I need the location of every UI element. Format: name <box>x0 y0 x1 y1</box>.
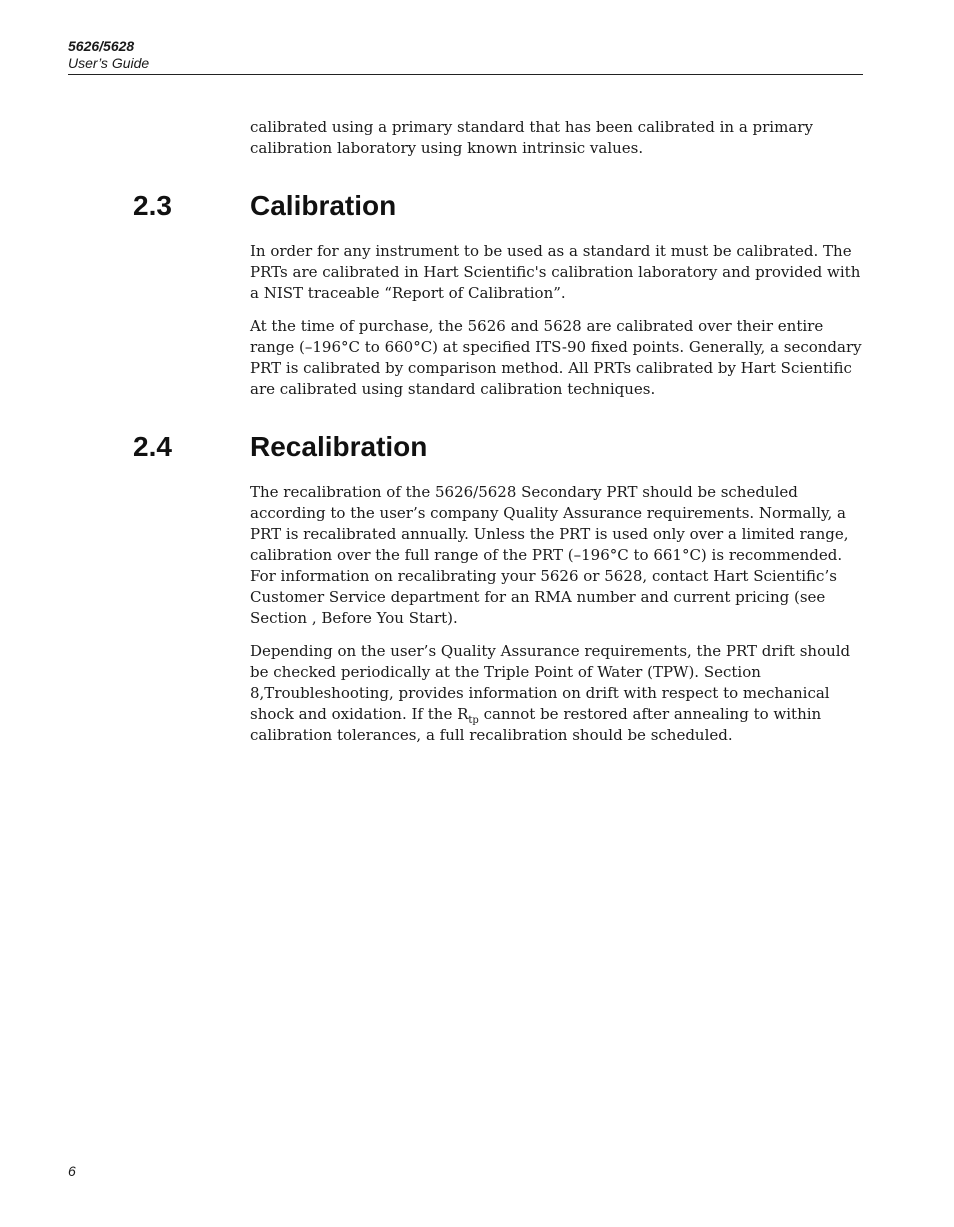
subscript-tp: tp <box>468 715 479 726</box>
paragraph-text: cannot be restored after annealing to within calibration tolerances, a full recalibration should be scheduled. <box>250 705 822 744</box>
body-paragraph: In order for any instrument to be used as a standard it must be calibrated. The PRTs are calibrated in Hart Scientific's calibration laboratory and provided with a NIST traceable “Report of Calibration”. <box>250 242 861 302</box>
section-title: Recalibration <box>250 431 428 462</box>
section-recalibration <box>0 430 954 746</box>
section-number: 2.4 <box>133 431 172 462</box>
section-heading <box>0 189 954 229</box>
body-paragraph: The recalibration of the 5626/5628 Secondary PRT should be scheduled according to the user’s company Quality Assurance requirements. Normally, a PRT is recalibrated annually. Unless the PRT is used only over a limited range, calibration over the full range of the PRT (–196°C to 661°C) is recommended. For information on recalibrating your 5626 or 5628, contact Hart Scientific’s Customer Service department for an RMA number and current pricing (see Section , Before You Start). <box>250 483 849 627</box>
paragraph-text: Depending on the user’s Quality Assurance requirements, the PRT drift should be checked periodically at the Triple Point of Water (TPW). Section 8,Troubleshooting, provides information on drift with respect to mechanical shock and oxidation. If the R <box>250 642 851 723</box>
section-title: Calibration <box>250 190 397 221</box>
header-guide-title: User’s Guide <box>68 55 150 71</box>
body-paragraph: At the time of purchase, the 5626 and 5628 are calibrated over their entire range (–196°C to 660°C) at specified ITS-90 fixed points. Generally, a secondary PRT is calibrated by comparison method. All PRTs calibrated by Hart Scientific are calibrated using standard calibration techniques. <box>250 317 862 398</box>
header-model: 5626/5628 <box>68 38 135 54</box>
page-number: 6 <box>68 1163 76 1179</box>
body-paragraph-drift <box>250 641 862 746</box>
section-calibration <box>0 189 954 400</box>
section-number: 2.3 <box>133 190 172 221</box>
page-body <box>0 117 954 746</box>
intro-paragraph: calibrated using a primary standard that has been calibrated in a primary calibration laboratory using known intrinsic values. <box>250 118 813 157</box>
running-header <box>68 38 863 75</box>
section-heading <box>0 430 954 470</box>
